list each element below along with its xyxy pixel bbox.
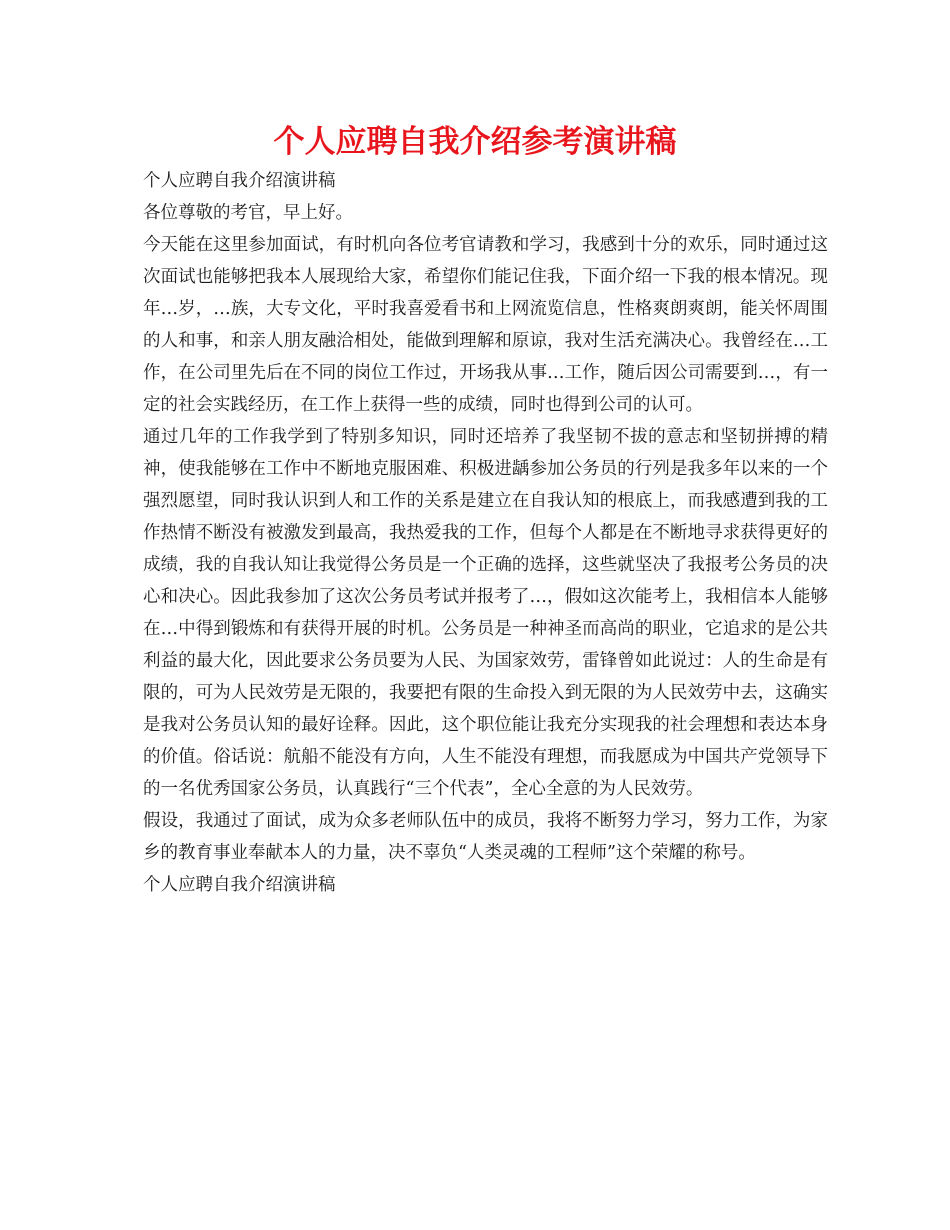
paragraph-greeting: 各位尊敬的考官，早上好。 [143,203,353,223]
document-body [143,165,828,901]
paragraph-closing-title: 个人应聘自我介绍演讲稿 [143,875,336,895]
paragraph-commitment: 假设，我通过了面试，成为众多老师队伍中的成员，我将不断努力学习，努力工作，为家乡的教育事业奉献本人的力量，决不辜负“人类灵魂的工程师”这个荣耀的称号。 [143,811,828,863]
document-title: 个人应聘自我介绍参考演讲稿 [273,124,677,160]
paragraph-introduction: 今天能在这里参加面试，有时机向各位考官请教和学习，我感到十分的欢乐，同时通过这次面试也能够把我本人展现给大家，希望你们能记住我，下面介绍一下我的根本情况。现年…岁，…族，大专文化，平时我喜爱看书和上网流览信息，性格爽朗爽朗，能关怀周围的人和事，和亲人朋友融洽相处，能做到理解和原谅，我对生活充满决心。我曾经在…工作，在公司里先后在不同的岗位工作过，开场我从事…工作，随后因公司需要到…，有一定的社会实践经历，在工作上获得一些的成绩，同时也得到公司的认可。 [143,235,828,415]
paragraph-subtitle: 个人应聘自我介绍演讲稿 [143,171,336,191]
paragraph-motivation: 通过几年的工作我学到了特别多知识，同时还培养了我坚韧不拔的意志和坚韧拼搏的精神，使我能够在工作中不断地克服困难、积极进龋参加公务员的行列是我多年以来的一个强烈愿望，同时我认识到人和工作的关系是建立在自我认知的根底上，而我感遭到我的工作热情不断没有被激发到最高，我热爱我的工作，但每个人都是在不断地寻求获得更好的成绩，我的自我认知让我觉得公务员是一个正确的选择，这些就坚决了我报考公务员的决心和决心。因此我参加了这次公务员考试并报考了…，假如这次能考上，我相信本人能够在…中得到锻炼和有获得开展的时机。公务员是一种神圣而高尚的职业，它追求的是公共利益的最大化，因此要求公务员要为人民、为国家效劳，雷锋曾如此说过：人的生命是有限的，可为人民效劳是无限的，我要把有限的生命投入到无限的为人民效劳中去，这确实是我对公务员认知的最好诠释。因此，这个职位能让我充分实现我的社会理想和表达本身的价值。俗话说：航船不能没有方向，人生不能没有理想，而我愿成为中国共产党领导下的一名优秀国家公务员，认真践行“三个代表”，全心全意的为人民效劳。 [143,427,828,799]
